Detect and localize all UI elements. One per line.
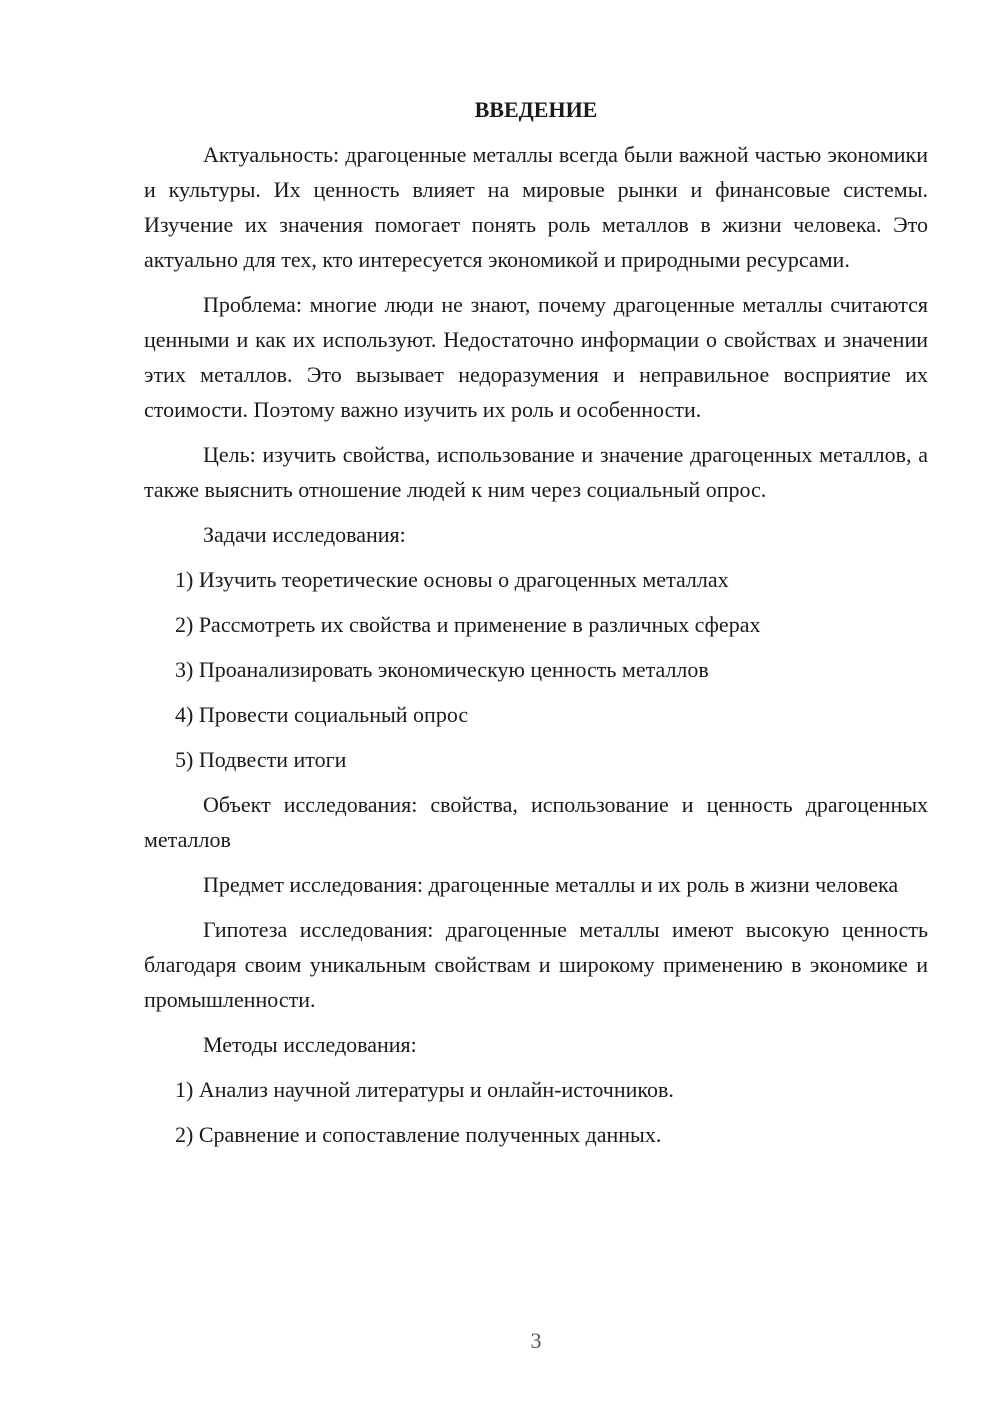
methods-list <box>144 1072 928 1152</box>
list-item: 1) Анализ научной литературы и онлайн-источников. <box>175 1077 674 1102</box>
page-number: 3 <box>530 1328 542 1353</box>
list-item: 3) Проанализировать экономическую ценность металлов <box>175 657 709 682</box>
hypothesis-paragraph: Гипотеза исследования: драгоценные металлы имеют высокую ценность благодаря своим уникальным свойствам и широкому применению в экономике и промышленности. <box>144 917 928 1012</box>
methods-heading: Методы исследования: <box>203 1032 417 1057</box>
list-item: 2) Сравнение и сопоставление полученных данных. <box>175 1122 662 1147</box>
section-title: ВВЕДЕНИЕ <box>474 97 598 122</box>
list-item: 5) Подвести итоги <box>175 747 347 772</box>
goal-paragraph: Цель: изучить свойства, использование и значение драгоценных металлов, а также выяснить отношение людей к ним через социальный опрос. <box>144 442 928 502</box>
list-item: 2) Рассмотреть их свойства и применение в различных сферах <box>175 612 761 637</box>
list-item: 1) Изучить теоретические основы о драгоценных металлах <box>175 567 729 592</box>
document-page <box>144 92 928 1162</box>
tasks-list <box>144 562 928 777</box>
subject-paragraph: Предмет исследования: драгоценные металлы и их роль в жизни человека <box>203 872 899 897</box>
relevance-paragraph: Актуальность: драгоценные металлы всегда были важной частью экономики и культуры. Их ценность влияет на мировые рынки и финансовые системы. Изучение их значения помогает понять роль металлов в жизни человека. Это актуально для тех, кто интересуется экономикой и природными ресурсами. <box>144 142 928 272</box>
object-paragraph: Объект исследования: свойства, использование и ценность драгоценных металлов <box>144 792 928 852</box>
list-item: 4) Провести социальный опрос <box>175 702 469 727</box>
tasks-heading: Задачи исследования: <box>203 522 406 547</box>
problem-paragraph: Проблема: многие люди не знают, почему драгоценные металлы считаются ценными и как их используют. Недостаточно информации о свойствах и значении этих металлов. Это вызывает недоразумения и неправильное восприятие их стоимости. Поэтому важно изучить их роль и особенности. <box>144 292 928 422</box>
